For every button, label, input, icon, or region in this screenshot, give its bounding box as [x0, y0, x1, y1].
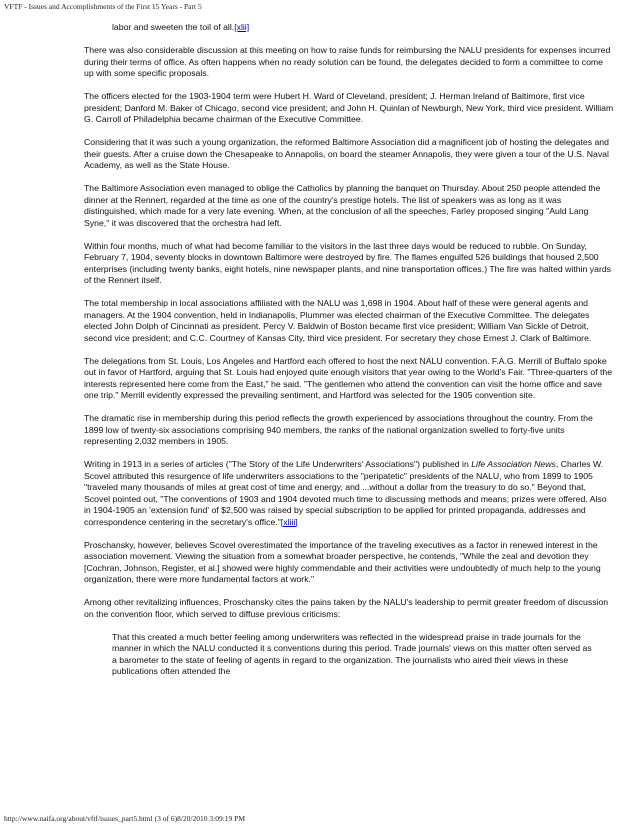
page-header: VFTF - Issues and Accomplishments of the First 15 Years - Part 5	[4, 2, 202, 11]
paragraph-1: There was also considerable discussion at this meeting on how to raise funds for reimbursing the NALU presidents for expenses incurred during their terms of office. As often happens when no ready solution can be found, the delegates decided to form a committee to come up with some specific proposals.	[84, 45, 611, 78]
paragraph-0-text: labor and sweeten the toil of all.	[112, 22, 235, 32]
paragraph-11: Among other revitalizing influences, Proschansky cites the pains taken by the NALU's leadership to permit greater freedom of discussion on the convention floor, which served to diffuse previous criticisms:	[84, 597, 609, 619]
paragraph-6: The total membership in local associations affiliated with the NALU was 1,698 in 1904. About half of these were general agents and managers. At the 1904 convention, held in Indianapolis, Plummer was elected chairman of the Executive Committee. The delegates elected John Dolph of Cincinnati as president. Percy V. Baldwin of Boston became first vice president; William Van Sickle of Detroit, second vice president; and C.C. Courtney of Kansas City, third vice president. For secretary they chose Ernest J. Clark of Baltimore.	[84, 298, 592, 343]
paragraph-10: Proschansky, however, believes Scovel overestimated the importance of the traveling executives as a factor in renewed interest in the association movement. Viewing the situation from a somewhat broader perspective, he contends, "While the zeal and devotion they [Cochran, Johnson, Register, et al.] showed were highly commendable and their activities were undoubtedly of much help to the young organization, there were more fundamental factors at work."	[84, 539, 601, 584]
paragraph-9	[84, 459, 614, 528]
paragraph-2: The officers elected for the 1903-1904 term were Hubert H. Ward of Cleveland, president; J. Herman Ireland of Baltimore, first vice president; Danford M. Baker of Chicago, second vice president; and John H. Quinlan of Newburgh, New York, third vice president. William G. Carroll of Philadelphia became chairman of the Executive Committee.	[84, 91, 614, 124]
page-footer: http://www.naifa.org/about/vftf/issues_part5.html (3 of 6)8/20/2010 3:09:19 PM	[4, 814, 246, 823]
paragraph-9-text-a: Writing in 1913 in a series of articles ("The Story of the Life Underwriters' Associations") published in	[84, 459, 472, 469]
paragraph-3: Considering that it was such a young organization, the reformed Baltimore Association did a magnificent job of hosting the delegates and their guests. After a cruise down the Chesapeake to Annapolis, on board the steamer Annapolis, they were given a tour of the U.S. Naval Academy, as well as the State House.	[84, 137, 609, 170]
publication-title: Life Association News	[471, 459, 556, 469]
paragraph-0	[84, 22, 614, 34]
block-quote: That this created a much better feeling among underwriters was reflected in the widespread praise in trade journals for the manner in which the NALU conducted it s conventions during this period. Trade journals' views on this matter often served as a barometer to the state of feeling of agents in regard to the organization. The journalists who aired their views in these publications often attended the	[112, 631, 592, 676]
document-body	[84, 22, 614, 678]
footnote-ref-xlii[interactable]: [xlii]	[234, 22, 250, 32]
paragraph-7: The delegations from St. Louis, Los Angeles and Hartford each offered to host the next NALU convention. F.A.G. Merrill of Buffalo spoke out in favor of Hartford, arguing that St. Louis had enjoyed quite enough visitors that year owing to the World's Fair. "Three-quarters of the interests represented here come from the East," he said. "The gentlemen who attend the convention can visit the home office and save one trip." Merrill evidently expressed the prevailing sentiment, and Hartford was selected for the 1905 convention site.	[84, 355, 613, 400]
footnote-ref-xliii[interactable]: [xliii]	[280, 516, 298, 527]
paragraph-9-text-b: , Charles W. Scovel attributed this resurgence of life underwriters associations to the "peripatetic" presidents of the NALU, who from 1899 to 1905 "traveled many thousands of miles at great cost of time and energy, and ...without a dollar from the treasury to do so." Beyond that, Scovel pointed out, "The conventions of 1903 and 1904 devoted much time to discussing methods and means; prizes were offered. Also in 1904-1905 an 'extension fund' of $2,500 was raised by special subscription to be applied for printed propaganda, addresses and correspondence centering in the secretary's office."	[84, 459, 607, 527]
paragraph-5: Within four months, much of what had become familiar to the visitors in the last three days would be reduced to rubble. On Sunday, February 7, 1904, seventy blocks in downtown Baltimore were destroyed by fire. The flames engulfed 526 buildings that housed 2,500 enterprises (including twenty banks, eight hotels, nine newspaper plants, and nine transportation offices.) The fire was halted within yards of the Rennert itself.	[84, 240, 612, 285]
paragraph-8: The dramatic rise in membership during this period reflects the growth experienced by associations throughout the country. From the 1899 low of twenty-six associations comprising 940 members, the ranks of the national organization swelled to forty-five units representing 2,032 members in 1905.	[84, 413, 593, 446]
paragraph-4: The Baltimore Association even managed to oblige the Catholics by planning the banquet on Thursday. About 250 people attended the dinner at the Rennert, regarded at the time as one of the country's prestige hotels. The list of speakers was as long as it was distinguished, which made for a very late evening. When, at the conclusion of all the speeches, Farley proposed singing "Auld Lang Syne," it was discovered that the orchestra had left.	[84, 183, 601, 228]
